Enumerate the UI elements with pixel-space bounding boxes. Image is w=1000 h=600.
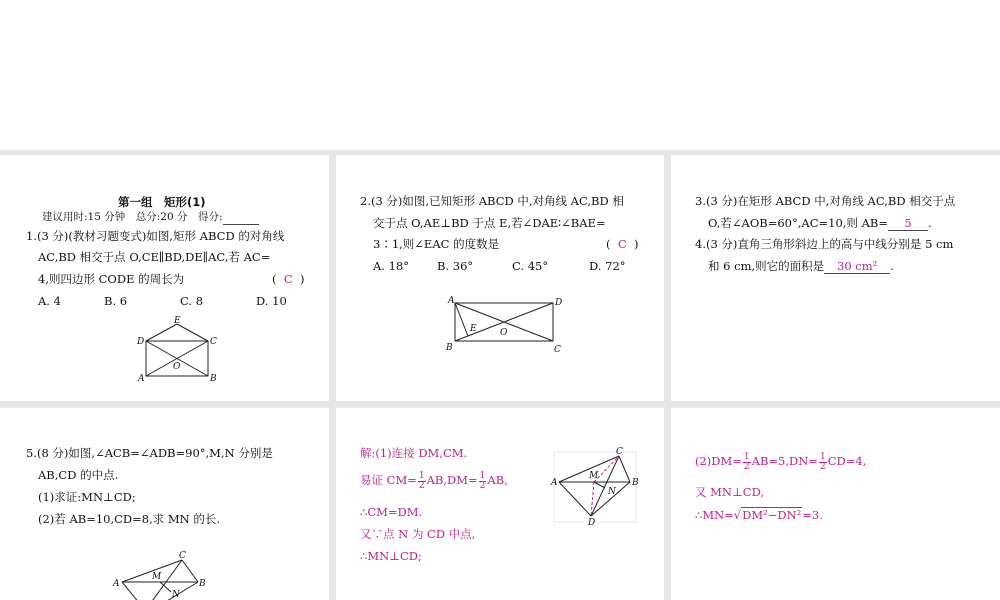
fig5-label-b: B [199,579,206,589]
q2-option-d: D. 72° [589,259,626,273]
q2-line2: 交于点 O,AE⊥BD 于点 E,若∠DAE∶∠BAE= [373,216,606,230]
q2-figure [336,155,664,401]
q4-line2: 和 6 cm,则它的面积是 30 cm² . [708,259,894,273]
fig6-label-n: N [608,487,616,497]
fig1-label-a: A [138,374,145,384]
panel-q1 [0,155,329,401]
sol2-line2: 又 MN⊥CD, [695,485,765,499]
q2-line1: 2.(3 分)如图,已知矩形 ABCD 中,对角线 AC,BD 相 [360,194,624,208]
fig5-label-a: A [113,579,120,589]
fig2-label-d: D [555,298,563,308]
q3-line2: O,若∠AOB=60°,AC=10,则 AB= 5 . [708,216,932,230]
q3-line1: 3.(3 分)在矩形 ABCD 中,对角线 AC,BD 相交于点 [695,194,956,208]
q4-answer: 30 cm² [824,259,890,274]
fig6-label-b: B [632,478,639,488]
fig1-label-c: C [210,337,217,347]
q5-figure [0,408,329,600]
fig1-label-b: B [210,374,217,384]
sol2-line1: (2)DM= $\frac{1}{2}$ AB=5,DN= $\frac{1}{2}$ CD=4, [695,451,867,472]
q1-line3: 4,则四边形 CODE 的周长为 [38,272,185,286]
q5-line4: (2)若 AB=10,CD=8,求 MN 的长. [38,512,221,526]
q1-line2: AC,BD 相交于点 O,CE∥BD,DE∥AC,若 AC= [38,250,271,264]
sol1-line4: 又∵点 N 为 CD 中点, [360,527,476,541]
fig6-label-a: A [551,478,558,488]
q5-line2: AB,CD 的中点. [38,468,119,482]
q1-figure [0,155,329,401]
q2-option-b: B. 36° [437,259,474,273]
fig6-label-m: M [589,471,599,481]
fig2-label-b: B [446,343,453,353]
q1-answer-paren: ( C ) [272,272,305,286]
fig1-label-e: E [174,316,181,326]
sol1-line2: 易证 CM= $\frac{1}{2}$ AB,DM= $\frac{1}{2}$ AB, [360,470,508,491]
panel-solution-1 [336,408,664,600]
fig2-label-o: O [500,328,508,338]
fig5-label-n: N [172,590,180,600]
q2-option-c: C. 45° [512,259,549,273]
fig6-label-c: C [616,447,623,457]
q2-line3: 3∶1,则∠EAC 的度数是 [373,237,500,251]
panel-q3-q4 [671,155,1000,401]
panel-q5 [0,408,329,600]
q4-line1: 4.(3 分)直角三角形斜边上的高与中线分别是 5 cm [695,237,954,251]
q1-option-b: B. 6 [104,294,128,308]
sol1-line1: 解:(1)连接 DM,CM. [360,446,468,460]
q1-option-d: D. 10 [256,294,287,308]
fig1-label-d: D [137,337,145,347]
section-title: 第一组 矩形(1) [118,195,206,209]
worksheet-grid [0,150,1000,600]
fig5-label-c: C [179,551,186,561]
q2-answer-paren: ( C ) [606,237,639,251]
meta-line: 建议用时:15 分钟 总分:20 分 得分: [42,210,259,225]
sol2-line3: ∴MN=√DM²−DN²=3. [695,508,823,522]
panel-q2 [336,155,664,401]
q5-line3: (1)求证:MN⊥CD; [38,490,136,504]
q1-answer: C [283,272,293,286]
fig1-label-o: O [173,362,181,372]
q1-option-a: A. 4 [38,294,61,308]
sol1-line3: ∴CM=DM. [360,505,423,519]
radicand: DM²−DN² [742,508,802,522]
fig2-label-a: A [448,296,455,306]
q3-answer: 5 [888,216,928,231]
q2-option-a: A. 18° [373,259,409,273]
q5-line1: 5.(8 分)如图,∠ACB=∠ADB=90°,M,N 分别是 [26,446,273,460]
fig5-label-m: M [152,572,162,582]
fig2-label-e: E [470,324,477,334]
panel-solution-2 [671,408,1000,600]
q1-line1: 1.(3 分)(教材习题变式)如图,矩形 ABCD 的对角线 [26,229,285,243]
fig6-label-d: D [588,518,596,528]
solution-figure [336,408,664,600]
q2-answer: C [617,237,627,251]
sol1-line5: ∴MN⊥CD; [360,549,422,563]
q1-option-c: C. 8 [180,294,204,308]
fig2-label-c: C [554,345,561,355]
sqrt-sign: √ [733,508,742,522]
